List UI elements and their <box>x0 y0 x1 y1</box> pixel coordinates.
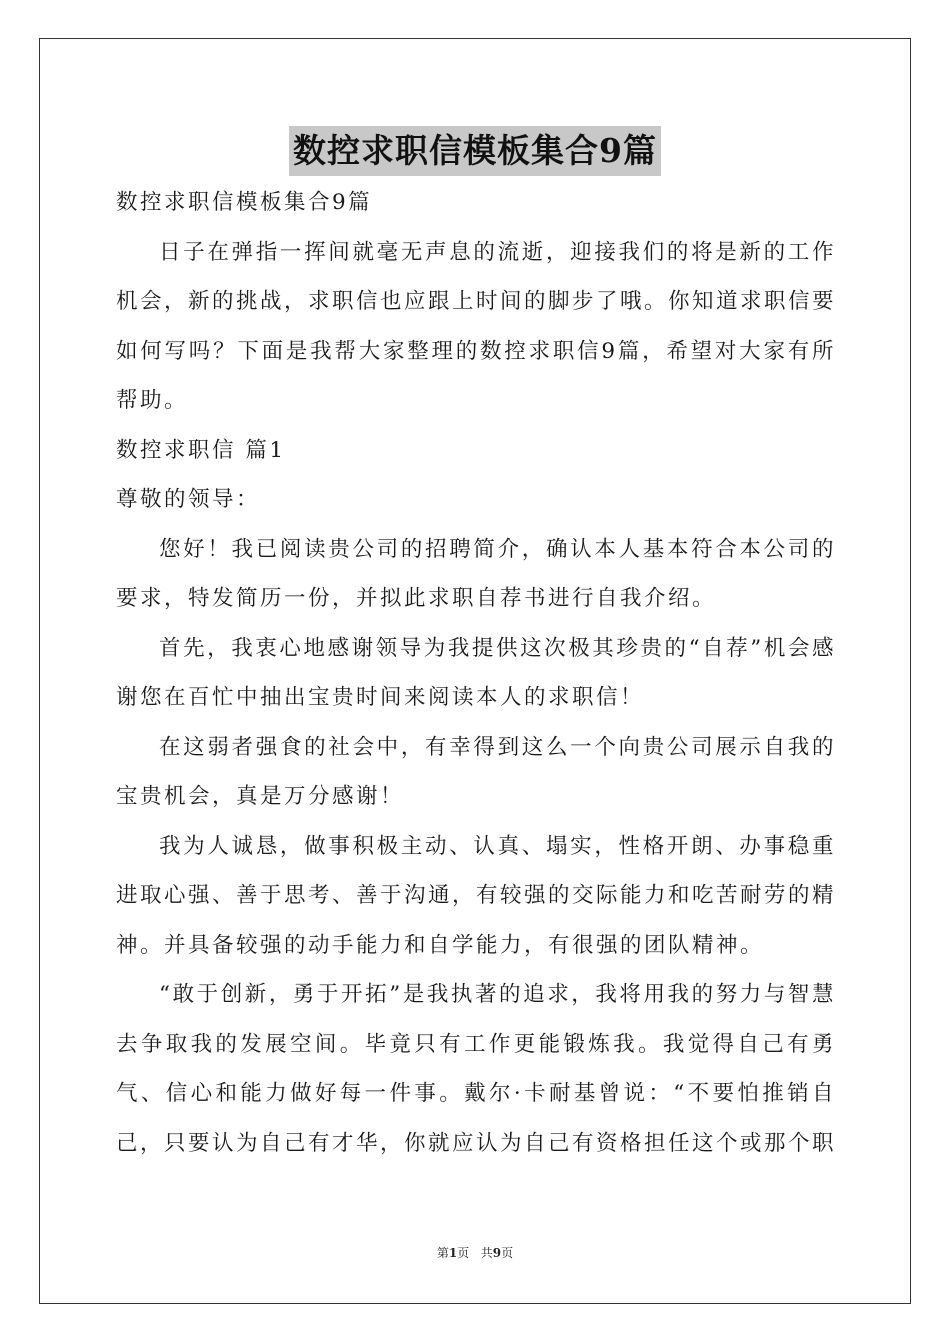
paragraph-thanks: 首先，我衷心地感谢领导为我提供这次极其珍贵的“自荐”机会感谢您在百忙中抽出宝贵时间来阅读本人的求职信！ <box>116 635 836 710</box>
paragraph-greeting: 您好！我已阅读贵公司的招聘简介，确认本人基本符合本公司的要求，特发简历一份，并拟此求职自荐书进行自我介绍。 <box>116 536 836 611</box>
paragraph-intro: 日子在弹指一挥间就毫无声息的流逝，迎接我们的将是新的工作机会，新的挑战，求职信也应跟上时间的脚步了哦。你知道求职信要如何写吗？下面是我帮大家整理的数控求职信9篇，希望对大家有所帮助。 <box>116 239 837 413</box>
section-heading: 数控求职信 篇1 <box>116 437 286 463</box>
paragraph-personality: 我为人诚恳，做事积极主动、认真、塌实，性格开朗、办事稳重进取心强、善于思考、善于沟通，有较强的交际能力和吃苦耐劳的精神。并具备较强的动手能力和自学能力，有很强的团队精神。 <box>116 833 837 958</box>
title-container <box>0 126 950 176</box>
document-title: 数控求职信模板集合9篇 <box>289 126 661 176</box>
footer-middle: 页 共 <box>457 1246 493 1260</box>
footer-prefix: 第 <box>436 1246 449 1260</box>
footer-total-pages: 9 <box>492 1246 502 1260</box>
footer-suffix: 页 <box>501 1246 514 1260</box>
document-body <box>116 178 836 1168</box>
paragraph-innovation: “敢于创新，勇于开拓”是我执著的追求，我将用我的努力与智慧去争取我的发展空间。毕竟只有工作更能锻炼我。我觉得自己有勇气、信心和能力做好每一件事。戴尔·卡耐基曾说：“不要怕推销自己，只要认为自己有才华，你就应认为自己有资格担任这个或那个职 <box>116 982 837 1156</box>
footer-page-number: 1 <box>448 1246 458 1260</box>
paragraph-opportunity: 在这弱者强食的社会中，有幸得到这么一个向贵公司展示自我的宝贵机会，真是万分感谢！ <box>116 734 836 809</box>
salutation: 尊敬的领导： <box>116 487 261 512</box>
paragraph-subtitle: 数控求职信模板集合9篇 <box>116 190 373 215</box>
page-footer <box>0 1244 950 1261</box>
